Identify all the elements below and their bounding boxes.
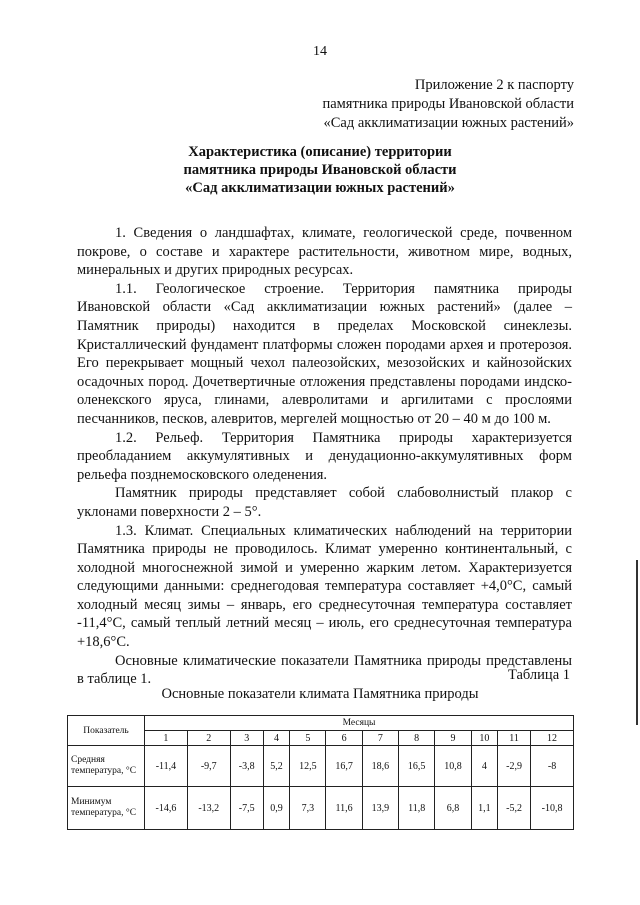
value-cell: -10,8 [531,787,574,830]
value-cell: -7,5 [230,787,263,830]
header-param: Показатель [68,716,145,746]
value-cell: 18,6 [362,746,398,787]
heading-line: Характеристика (описание) территории [188,144,452,160]
heading-line: памятника природы Ивановской области [183,162,457,178]
paragraph: 1.1. Геологическое строение. Территория памятника природы Ивановской области «Сад акклиматизации южных растений» (далее – Памятник природы) находится в пределах Московской синеклезы. Кристаллический фундамент платформы сложен породами архея и протерозоя. Его перекрывает мощный чехол палеозойских, мезозойских и кайнозойских осадочных пород. Дочетвертичные отложения представлены породами индско-оленекского яруса, глинами, алевролитами и аргилитами с прослоями песчанников, песков, алевритов, мергелей мощностью от 20 – 40 м до 100 м. [77,280,572,427]
value-cell: 10,8 [435,746,471,787]
appendix-line: Приложение 2 к паспорту [414,77,574,93]
month-cell: 6 [326,731,362,746]
paragraph: 1. Сведения о ландшафтах, климате, геологической среде, почвенном покрове, о составе и характере растительности, животном мире, водных, минеральных и других природных ресурсах. [77,225,572,279]
table-header-row [68,716,574,731]
month-cell: 11 [498,731,531,746]
paragraph: 1.2. Рельеф. Территория Памятника природы характеризуется преобладанием аккумулятивных и денудационно-аккумулятивных форм рельефа позднемосковского оледенения. [77,429,572,483]
row-label: Средняя температура, °С [68,746,145,787]
month-cell: 1 [145,731,188,746]
value-cell: 12,5 [290,746,326,787]
value-cell: 7,3 [290,787,326,830]
appendix-line: «Сад акклиматизации южных растений» [323,115,574,131]
value-cell: -14,6 [145,787,188,830]
climate-table [67,715,574,830]
month-cell: 4 [263,731,289,746]
value-cell: -13,2 [187,787,230,830]
month-cell: 2 [187,731,230,746]
body-text [77,224,572,689]
header-months: Месяцы [145,716,574,731]
row-label: Минимум температура, °С [68,787,145,830]
value-cell: 0,9 [263,787,289,830]
value-cell: -5,2 [498,787,531,830]
table-row [68,787,574,830]
value-cell: 5,2 [263,746,289,787]
scan-edge-line [636,560,638,725]
value-cell: -2,9 [498,746,531,787]
paragraph: Основные климатические показатели Памятника природы представлены в таблице 1. [77,652,572,688]
page-number: 14 [313,44,327,59]
value-cell: 11,6 [326,787,362,830]
month-cell: 9 [435,731,471,746]
heading-line: «Сад акклиматизации южных растений» [185,180,455,196]
document-heading [0,143,640,197]
value-cell: 6,8 [435,787,471,830]
value-cell: -3,8 [230,746,263,787]
appendix-line: памятника природы Ивановской области [322,96,574,112]
month-cell: 7 [362,731,398,746]
value-cell: 11,8 [399,787,435,830]
month-cell: 3 [230,731,263,746]
table-label: Таблица 1 [507,667,570,683]
paragraph: Памятник природы представляет собой слабоволнистый плакор с уклонами поверхности 2 – 5°. [77,485,572,520]
value-cell: -9,7 [187,746,230,787]
month-cell: 5 [290,731,326,746]
month-cell: 12 [531,731,574,746]
table-title: Основные показатели климата Памятника природы [161,686,479,702]
value-cell: 13,9 [362,787,398,830]
month-cell: 10 [471,731,497,746]
appendix-note [322,76,574,133]
paragraph: 1.3. Климат. Специальных климатических наблюдений на территории Памятника природы не проводилось. Климат умеренно континентальный, с холодной многоснежной зимой и умеренно жарким летом. Характеризуется следующими данными: среднегодовая температура составляет +4,0°С, самый холодный месяц зимы – январь, его среднесуточная температура составляет -11,4°С, самый теплый летний месяц – июль, его среднесуточная температура +18,6°С. [77,522,572,651]
table-row [68,746,574,787]
value-cell: 1,1 [471,787,497,830]
value-cell: 4 [471,746,497,787]
value-cell: 16,7 [326,746,362,787]
value-cell: -8 [531,746,574,787]
value-cell: 16,5 [399,746,435,787]
month-cell: 8 [399,731,435,746]
value-cell: -11,4 [145,746,188,787]
